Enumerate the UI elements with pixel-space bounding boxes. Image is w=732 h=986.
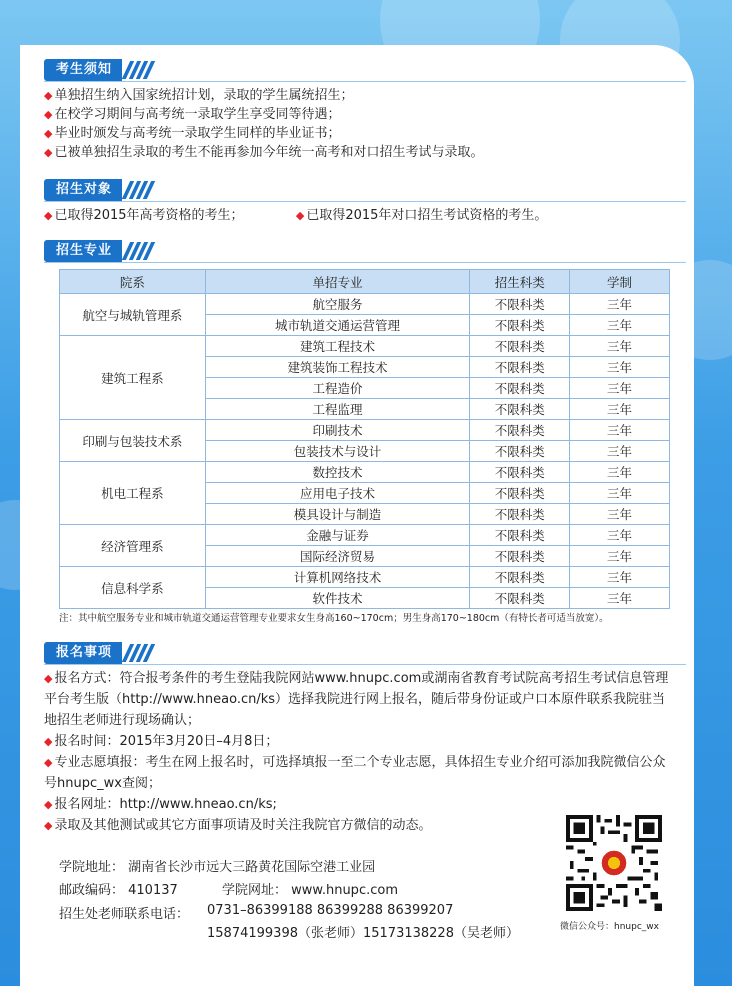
category-cell: 不限科类	[470, 483, 570, 504]
major-cell: 包装技术与设计	[205, 441, 470, 462]
major-cell: 工程监理	[205, 399, 470, 420]
diamond-bullet-icon: ◆	[44, 672, 53, 685]
list-item: ◆ 专业志愿填报：考生在网上报名时，可选择填报一至二个专业志愿，具体招生专业介绍可添加我院微信公众号hnupc_wx查阅；	[44, 755, 666, 791]
qr-caption: 微信公众号：hnupc_wx	[560, 922, 659, 932]
category-cell: 不限科类	[470, 567, 570, 588]
major-cell: 计算机网络技术	[205, 567, 470, 588]
table-row	[60, 567, 670, 588]
diamond-bullet-icon: ◆	[44, 146, 53, 159]
target-section-header	[44, 179, 151, 201]
divider	[44, 262, 686, 263]
diamond-bullet-icon: ◆	[44, 756, 53, 769]
mobiles-line: 15874199398（张老师）15173138228（吴老师）	[207, 926, 519, 941]
category-cell: 不限科类	[470, 441, 570, 462]
notice-section-header	[44, 59, 151, 81]
target-list	[44, 206, 547, 225]
list-item: ◆ 报名方式：符合报考条件的考生登陆我院网站www.hnupc.com或湖南省教育考试院高考招生考试信息管理平台考生版（http://www.hneao.cn/ks）选择我院进行网上报名，随后带身份证或户口本原件联系我院驻当地招生老师进行现场确认；	[44, 671, 669, 728]
major-cell: 航空服务	[205, 294, 470, 315]
category-cell: 不限科类	[470, 294, 570, 315]
table-row	[60, 525, 670, 546]
major-cell: 数控技术	[205, 462, 470, 483]
major-cell: 建筑装饰工程技术	[205, 357, 470, 378]
divider	[44, 201, 686, 202]
column-header: 招生科类	[470, 270, 570, 294]
duration-cell: 三年	[570, 546, 670, 567]
duration-cell: 三年	[570, 399, 670, 420]
column-header: 单招专业	[205, 270, 470, 294]
major-cell: 应用电子技术	[205, 483, 470, 504]
department-cell: 信息科学系	[60, 567, 206, 609]
major-cell: 城市轨道交通运营管理	[205, 315, 470, 336]
website-line: 学院网址： www.hnupc.com	[222, 883, 398, 898]
majors-note: 注：其中航空服务专业和城市轨道交通运营管理专业要求女生身高160~170cm；男生身高170~180cm（有特长者可适当放宽）。	[59, 613, 609, 624]
department-cell: 航空与城轨管理系	[60, 294, 206, 336]
duration-cell: 三年	[570, 567, 670, 588]
divider	[44, 81, 686, 82]
diamond-bullet-icon: ◆	[44, 89, 53, 102]
divider	[44, 664, 686, 665]
list-item: ◆ 报名时间：2015年3月20日–4月8日；	[44, 734, 279, 749]
category-cell: 不限科类	[470, 525, 570, 546]
major-cell: 印刷技术	[205, 420, 470, 441]
column-header: 院系	[60, 270, 206, 294]
category-cell: 不限科类	[470, 378, 570, 399]
postcode-line: 邮政编码： 410137	[59, 883, 178, 898]
category-cell: 不限科类	[470, 336, 570, 357]
list-item: ◆ 在校学习期间与高考统一录取学生享受同等待遇；	[44, 107, 341, 122]
stripes-decoration	[126, 61, 151, 79]
duration-cell: 三年	[570, 336, 670, 357]
diamond-bullet-icon: ◆	[44, 209, 53, 222]
registration-title: 报名事项	[44, 642, 122, 664]
category-cell: 不限科类	[470, 399, 570, 420]
duration-cell: 三年	[570, 441, 670, 462]
majors-table	[59, 269, 670, 609]
duration-cell: 三年	[570, 315, 670, 336]
department-cell: 机电工程系	[60, 462, 206, 525]
majors-section-header	[44, 240, 151, 262]
list-item: ◆ 毕业时颁发与高考统一录取学生同样的毕业证书；	[44, 126, 341, 141]
list-item: ◆ 单独招生纳入国家统招计划，录取的学生属统招生；	[44, 88, 354, 103]
table-row	[60, 336, 670, 357]
major-cell: 模具设计与制造	[205, 504, 470, 525]
stripes-decoration	[126, 181, 151, 199]
diamond-bullet-icon: ◆	[44, 798, 53, 811]
duration-cell: 三年	[570, 462, 670, 483]
table-row	[60, 462, 670, 483]
duration-cell: 三年	[570, 504, 670, 525]
category-cell: 不限科类	[470, 462, 570, 483]
phones-label: 招生处老师联系电话：	[59, 907, 190, 922]
address-line: 学院地址： 湖南省长沙市远大三路黄花国际空港工业园	[59, 860, 376, 875]
table-header-row	[60, 270, 670, 294]
department-cell: 印刷与包装技术系	[60, 420, 206, 462]
phones-line: 0731–86399188 86399288 86399207	[207, 903, 454, 918]
department-cell: 建筑工程系	[60, 336, 206, 420]
diamond-bullet-icon: ◆	[295, 209, 305, 222]
list-item: ◆ 报名网址：http://www.hneao.cn/ks;	[44, 797, 277, 812]
column-header: 学制	[570, 270, 670, 294]
registration-section-header	[44, 642, 151, 664]
category-cell: 不限科类	[470, 357, 570, 378]
category-cell: 不限科类	[470, 315, 570, 336]
category-cell: 不限科类	[470, 588, 570, 609]
duration-cell: 三年	[570, 588, 670, 609]
diamond-bullet-icon: ◆	[44, 735, 53, 748]
notice-list	[44, 86, 483, 162]
department-cell: 经济管理系	[60, 525, 206, 567]
list-item: ◆ 录取及其他测试或其它方面事项请及时关注我院官方微信的动态。	[44, 818, 432, 833]
major-cell: 建筑工程技术	[205, 336, 470, 357]
stripes-decoration	[126, 644, 151, 662]
table-row	[60, 294, 670, 315]
registration-list	[44, 668, 674, 836]
category-cell: 不限科类	[470, 546, 570, 567]
duration-cell: 三年	[570, 357, 670, 378]
majors-title: 招生专业	[44, 240, 122, 262]
qr-code-icon	[566, 815, 662, 911]
major-cell: 工程造价	[205, 378, 470, 399]
major-cell: 金融与证券	[205, 525, 470, 546]
stripes-decoration	[126, 242, 151, 260]
duration-cell: 三年	[570, 525, 670, 546]
major-cell: 国际经济贸易	[205, 546, 470, 567]
table-row	[60, 420, 670, 441]
list-item: ◆ 已被单独招生录取的考生不能再参加今年统一高考和对口招生考试与录取。	[44, 145, 484, 160]
notice-title: 考生须知	[44, 59, 122, 81]
diamond-bullet-icon: ◆	[44, 819, 53, 832]
duration-cell: 三年	[570, 294, 670, 315]
category-cell: 不限科类	[470, 504, 570, 525]
list-item: ◆ 已取得2015年高考资格的考生； ◆ 已取得2015年对口招生考试资格的考生。	[44, 208, 548, 223]
target-title: 招生对象	[44, 179, 122, 201]
major-cell: 软件技术	[205, 588, 470, 609]
diamond-bullet-icon: ◆	[44, 108, 53, 121]
duration-cell: 三年	[570, 483, 670, 504]
duration-cell: 三年	[570, 378, 670, 399]
duration-cell: 三年	[570, 420, 670, 441]
category-cell: 不限科类	[470, 420, 570, 441]
diamond-bullet-icon: ◆	[44, 127, 53, 140]
